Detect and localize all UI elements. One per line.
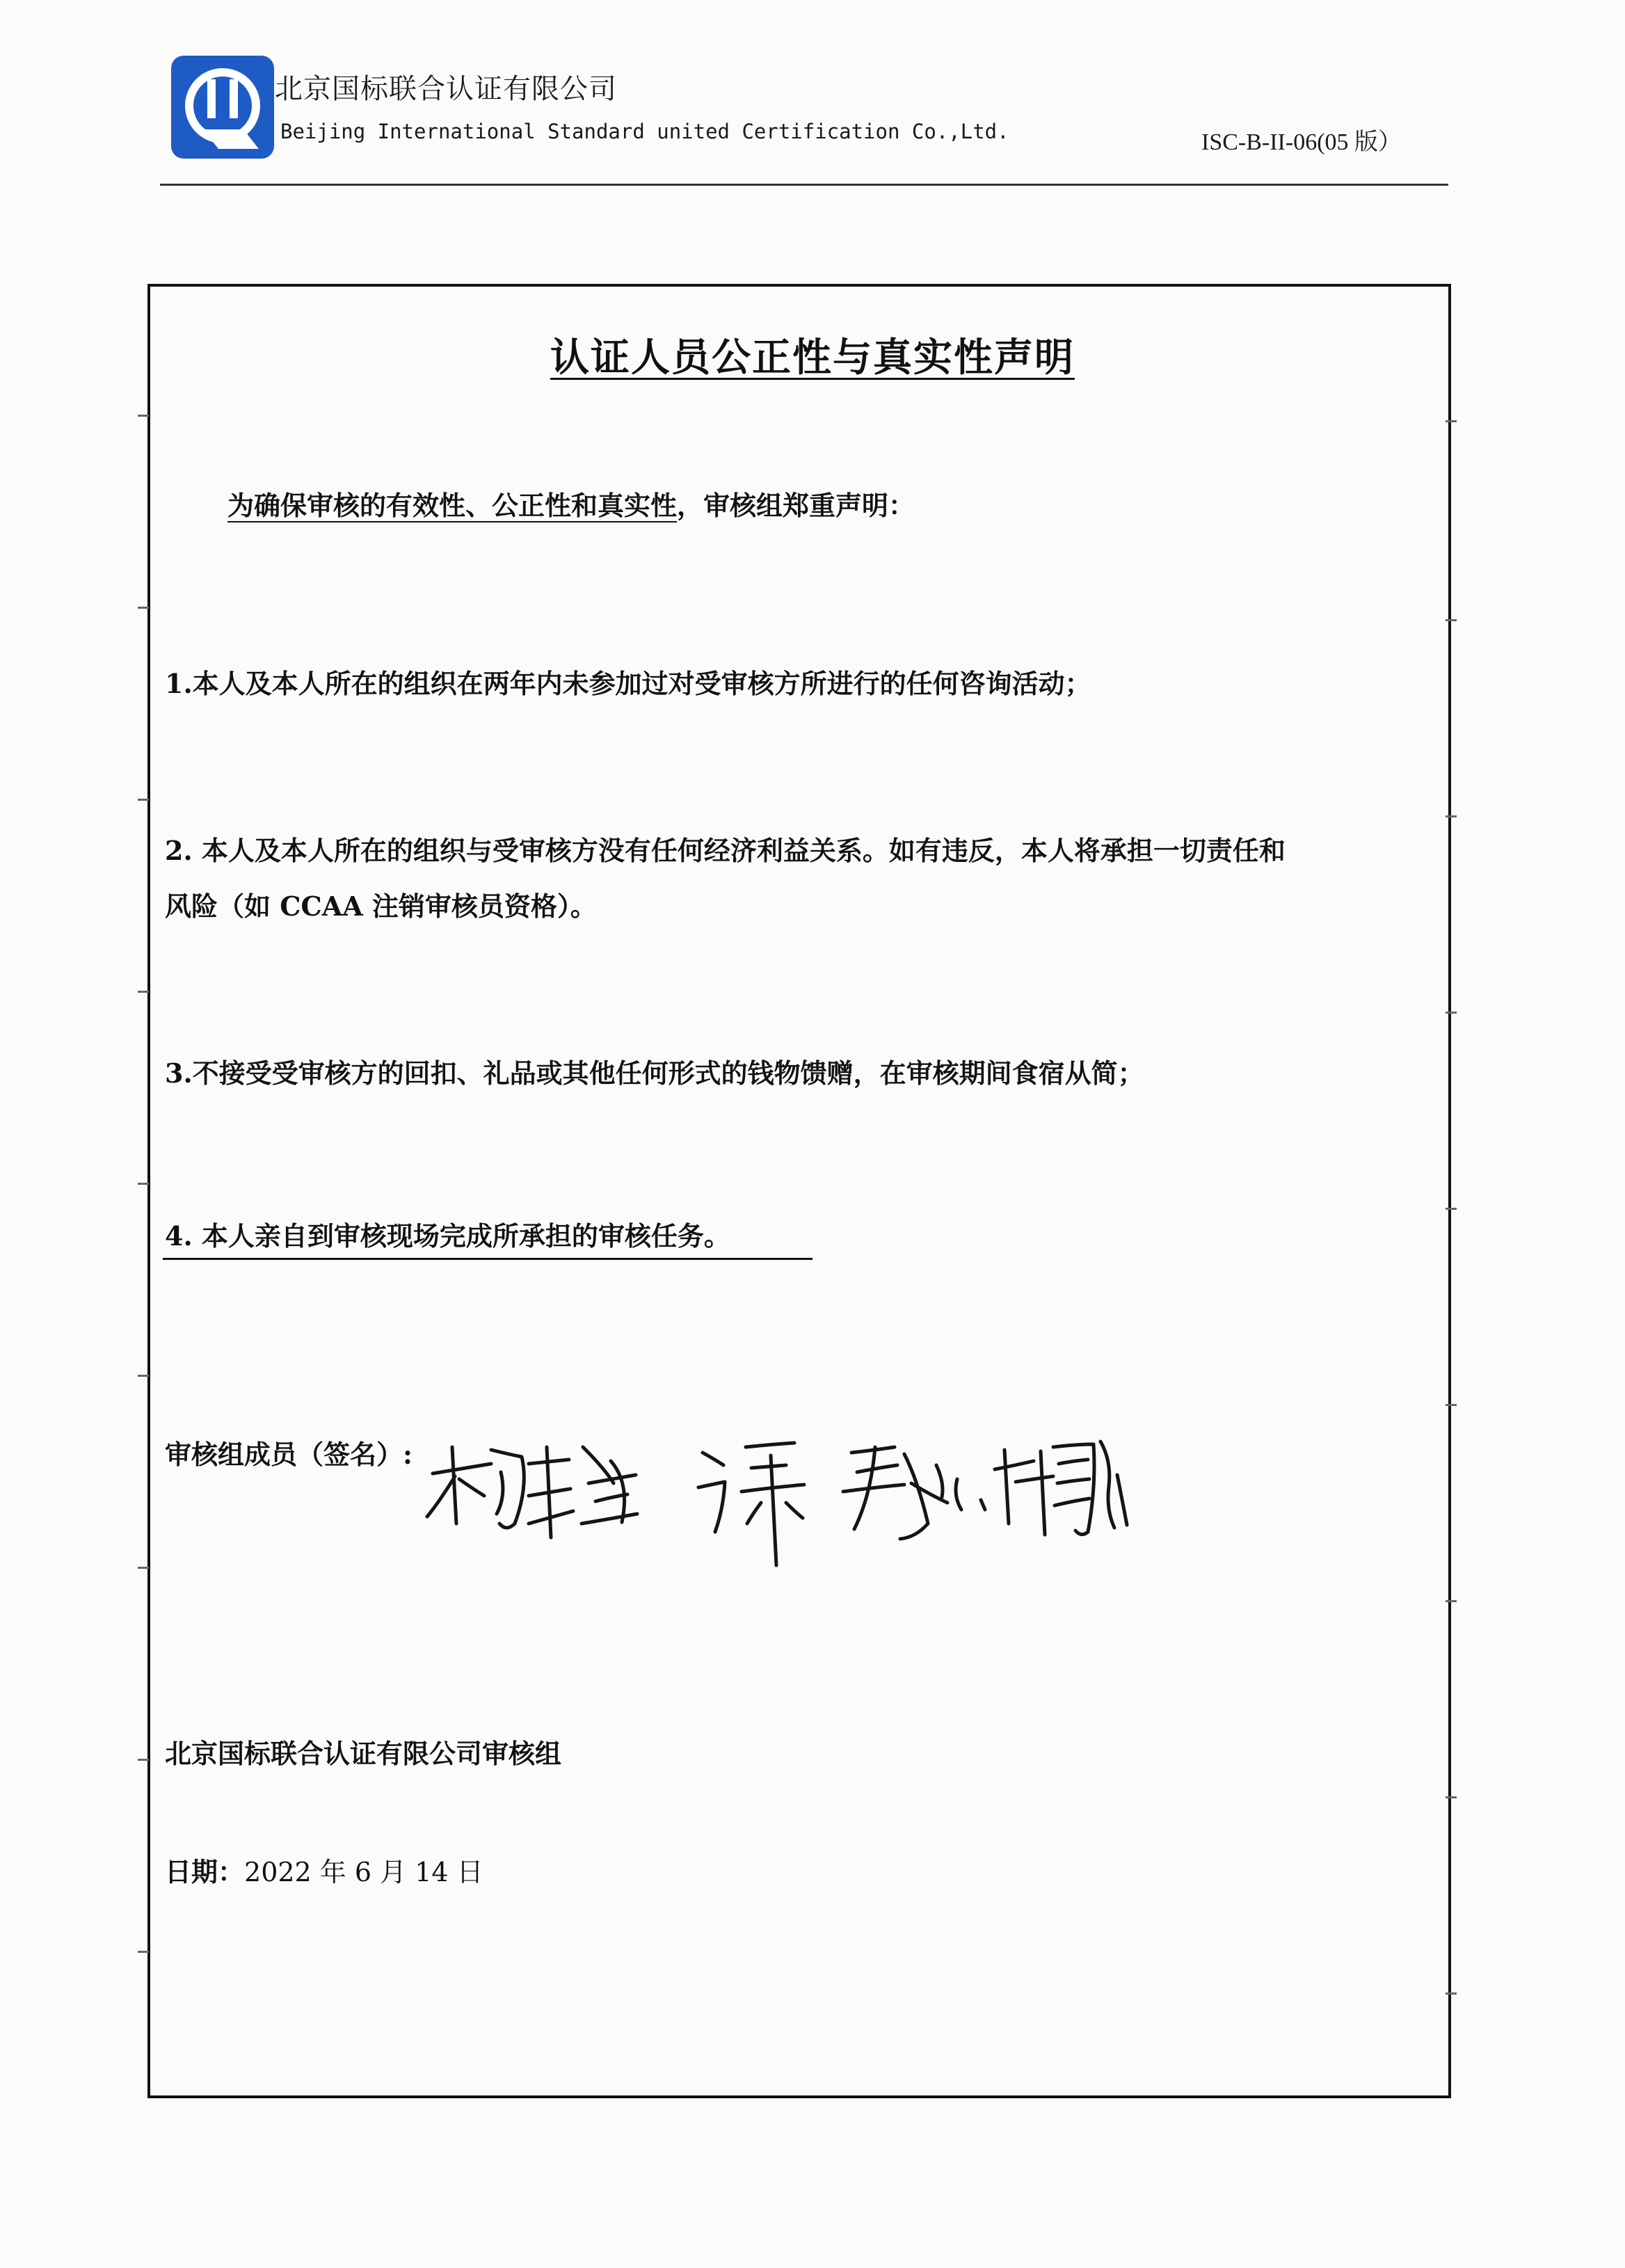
members-label: 审核组成员（签名）: [165, 1439, 413, 1470]
signature-4 [995, 1442, 1127, 1535]
intro-underlined-text: 为确保审核的有效性、公正性和真实性 [227, 490, 678, 521]
handwritten-signatures [424, 1419, 1134, 1579]
signing-organization: 北京国标联合认证有限公司审核组 [165, 1738, 562, 1769]
declaration-item-2: 2. 本人及本人所在的组织与受审核方没有任何经济利益关系。如有违反，本人将承担一切责任和 [165, 835, 1286, 866]
frame-tick-mark [138, 1951, 149, 1953]
intro-paragraph [227, 487, 915, 524]
signature-1 [427, 1447, 637, 1538]
frame-tick-mark [138, 607, 149, 609]
company-logo-icon [167, 51, 278, 163]
header-divider [160, 184, 1448, 186]
frame-tick-mark [1446, 1600, 1457, 1602]
frame-tick-mark [138, 799, 149, 801]
signature-3 [843, 1447, 985, 1539]
frame-tick-mark [1446, 1993, 1457, 1995]
date-value: 2022 年 6 月 14 日 [244, 1857, 483, 1887]
declaration-frame [147, 284, 1451, 2098]
signature-2 [698, 1443, 804, 1565]
frame-tick-mark [138, 991, 149, 993]
page-title: 认证人员公正性与真实性声明 [550, 335, 1075, 381]
declaration-item-3: 3.不接受受审核方的回扣、礼品或其他任何形式的钱物馈赠，在审核期间食宿从简； [165, 1057, 1144, 1089]
intro-rest-text: ，审核组郑重声明： [677, 490, 915, 521]
date-label: 日期： [165, 1856, 245, 1887]
declaration-item-1: 1.本人及本人所在的组织在两年内未参加过对受审核方所进行的任何咨询活动； [165, 668, 1091, 699]
frame-tick-mark [1446, 1208, 1457, 1210]
declaration-item-4: 4. 本人亲自到审核现场完成所承担的审核任务。 [165, 1220, 730, 1252]
frame-tick-mark [1446, 420, 1457, 422]
form-code: ISC-B-II-06(05 版） [1201, 129, 1402, 155]
frame-tick-mark [1446, 619, 1457, 621]
frame-tick-mark [1446, 815, 1457, 817]
frame-tick-mark [138, 415, 149, 417]
declaration-item-2-continued: 风险（如 CCAA 注销审核员资格）。 [165, 891, 597, 922]
frame-tick-mark [1446, 1404, 1457, 1406]
frame-tick-mark [1446, 1796, 1457, 1798]
frame-tick-mark [1446, 1012, 1457, 1014]
frame-tick-mark [138, 1375, 149, 1377]
frame-tick-mark [138, 1759, 149, 1761]
frame-tick-mark [138, 1567, 149, 1569]
company-name-en: Beijing International Standard united Certification Co.,Ltd. [280, 120, 1009, 143]
frame-tick-mark [138, 1183, 149, 1185]
company-name-cn: 北京国标联合认证有限公司 [275, 73, 617, 105]
item-4-underline [163, 1258, 812, 1260]
date-line [165, 1853, 483, 1891]
